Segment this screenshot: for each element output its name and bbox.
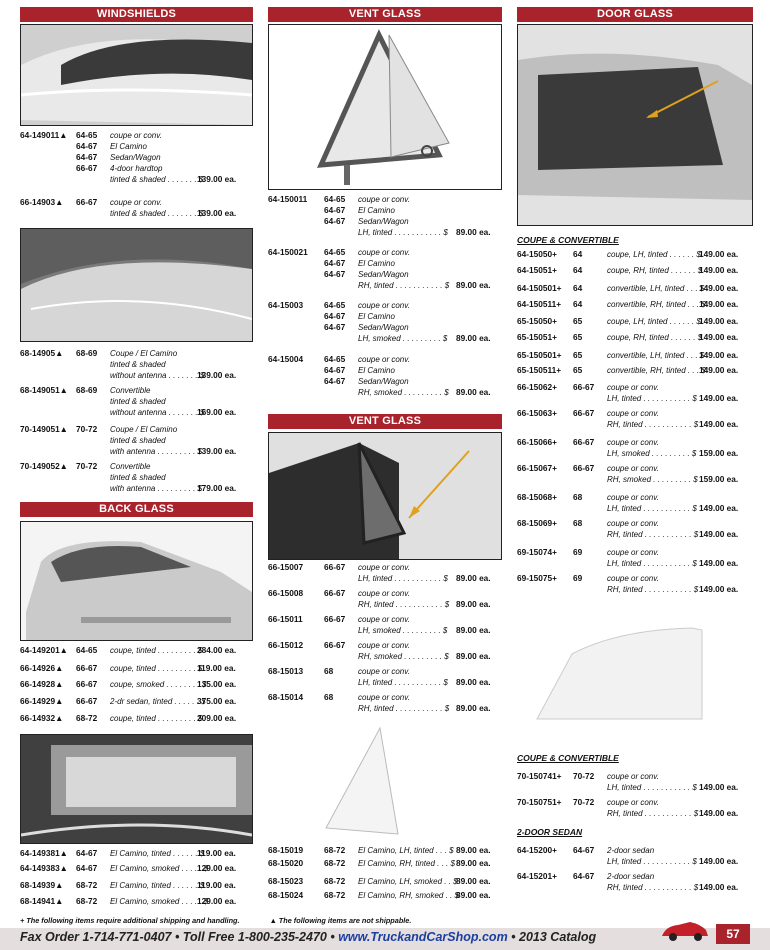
part-description: 2-door sedan	[607, 872, 655, 881]
door-glass-subhead-1: COUPE & CONVERTIBLE	[517, 235, 619, 245]
part-price: 89.00 ea.	[456, 599, 491, 609]
part-description: coupe, tinted . . . . . . . . . $	[110, 664, 203, 673]
part-price: 149.00 ea.	[699, 503, 739, 513]
part-description: coupe or conv.	[110, 131, 162, 140]
part-years: 64-67	[76, 152, 98, 162]
part-years: 68-72	[324, 845, 346, 855]
part-description: El Camino	[110, 142, 147, 151]
part-price: 375.00 ea.	[197, 696, 237, 706]
part-price: 89.00 ea.	[456, 890, 491, 900]
part-years: 65	[573, 316, 583, 326]
part-description: 2-door sedan	[607, 846, 655, 855]
part-price: 149.00 ea.	[699, 882, 739, 892]
part-description: LH, tinted . . . . . . . . . . . $	[607, 783, 697, 792]
part-price: 159.00 ea.	[699, 448, 739, 458]
part-description: coupe, RH, tinted . . . . . . $	[607, 333, 703, 342]
part-description: coupe or conv.	[358, 589, 410, 598]
part-years: 66-67	[76, 163, 98, 173]
part-number: 64-150501+	[517, 283, 562, 293]
part-price: 89.00 ea.	[456, 625, 491, 635]
part-description: without antenna . . . . . . . $	[110, 408, 205, 417]
part-number: 65-15050+	[517, 316, 557, 326]
part-description: LH, tinted . . . . . . . . . . . $	[358, 678, 448, 687]
part-years: 64-67	[324, 216, 346, 226]
part-number: 68-15069+	[517, 518, 557, 528]
part-description: convertible, RH, tinted . . . $	[607, 366, 706, 375]
part-description: RH, tinted . . . . . . . . . . . $	[607, 585, 699, 594]
part-years: 64-67	[573, 845, 595, 855]
part-description: without antenna . . . . . . . $	[110, 371, 205, 380]
part-price: 89.00 ea.	[456, 876, 491, 886]
part-years: 68	[573, 492, 583, 502]
back-glass-photo-1	[20, 521, 253, 641]
part-description: Sedan/Wagon	[358, 217, 409, 226]
part-description: LH, tinted . . . . . . . . . . . $	[607, 504, 697, 513]
footer-website-link[interactable]: www.TruckandCarShop.com	[338, 930, 508, 944]
part-years: 64-65	[324, 247, 346, 257]
part-description: coupe or conv.	[607, 798, 659, 807]
part-years: 68-72	[324, 858, 346, 868]
part-description: El Camino, RH, tinted . . . $	[358, 859, 455, 868]
part-price: 149.00 ea.	[699, 529, 739, 539]
part-description: coupe or conv.	[607, 519, 659, 528]
part-description: LH, smoked . . . . . . . . . $	[358, 626, 448, 635]
part-number: 64-150021	[268, 247, 308, 257]
part-years: 66-67	[573, 382, 595, 392]
part-description: RH, tinted . . . . . . . . . . . $	[358, 704, 450, 713]
part-description: RH, tinted . . . . . . . . . . . $	[607, 530, 699, 539]
part-years: 64-67	[324, 205, 346, 215]
part-years: 64	[573, 283, 583, 293]
part-description: LH, tinted . . . . . . . . . . . $	[607, 857, 697, 866]
vent-glass-photo-3	[268, 724, 500, 842]
part-price: 159.00 ea.	[699, 474, 739, 484]
windshield-photo-1	[20, 24, 253, 126]
part-number: 66-14932▲	[20, 713, 64, 723]
part-years: 64-67	[76, 848, 98, 858]
part-number: 66-15007	[268, 562, 304, 572]
part-price: 89.00 ea.	[456, 227, 491, 237]
door-glass-subhead-3: 2-DOOR SEDAN	[517, 827, 583, 837]
part-description: coupe, LH, tinted . . . . . . $	[607, 317, 701, 326]
part-price: 89.00 ea.	[456, 387, 491, 397]
part-price: 149.00 ea.	[699, 419, 739, 429]
part-years: 70-72	[76, 461, 98, 471]
part-number: 64-149383▲	[20, 863, 68, 873]
door-glass-photo-1	[517, 24, 753, 226]
door-glass-photo-2	[517, 624, 751, 734]
part-description: tinted & shaded	[110, 397, 166, 406]
part-price: 149.00 ea.	[699, 332, 739, 342]
part-number: 69-15074+	[517, 547, 557, 557]
part-description: coupe, smoked . . . . . . . . $	[110, 680, 207, 689]
part-price: 89.00 ea.	[456, 703, 491, 713]
part-price: 149.00 ea.	[699, 283, 739, 293]
part-number: 64-15201+	[517, 871, 557, 881]
car-logo-icon	[660, 916, 710, 944]
part-years: 68	[573, 518, 583, 528]
part-price: 129.00 ea.	[197, 863, 237, 873]
part-description: coupe or conv.	[607, 409, 659, 418]
part-description: RH, tinted . . . . . . . . . . . $	[358, 600, 450, 609]
part-years: 66-67	[573, 463, 595, 473]
part-number: 68-15014	[268, 692, 304, 702]
part-description: coupe or conv.	[607, 493, 659, 502]
part-years: 64-67	[324, 322, 346, 332]
part-price: 149.00 ea.	[699, 249, 739, 259]
part-price: 149.00 ea.	[699, 558, 739, 568]
part-years: 68-72	[76, 713, 98, 723]
part-years: 64-65	[76, 130, 98, 140]
part-price: 149.00 ea.	[699, 393, 739, 403]
part-description: Sedan/Wagon	[358, 270, 409, 279]
part-years: 64-65	[324, 194, 346, 204]
part-description: coupe, RH, tinted . . . . . . $	[607, 266, 703, 275]
page-number: 57	[716, 924, 750, 944]
part-years: 66-67	[76, 696, 98, 706]
part-number: 66-15011	[268, 614, 303, 624]
part-years: 69	[573, 573, 583, 583]
part-description: tinted & shaded	[110, 436, 166, 445]
part-description: RH, tinted . . . . . . . . . . . $	[607, 883, 699, 892]
part-description: coupe or conv.	[358, 248, 410, 257]
door-glass-header: DOOR GLASS	[517, 7, 753, 22]
part-price: 135.00 ea.	[197, 679, 237, 689]
part-number: 66-15066+	[517, 437, 557, 447]
part-years: 68-69	[76, 348, 98, 358]
part-number: 66-14929▲	[20, 696, 64, 706]
footer-catalog: • 2013 Catalog	[507, 930, 597, 944]
back-glass-header: BACK GLASS	[20, 502, 253, 517]
part-price: 119.00 ea.	[197, 848, 236, 858]
part-years: 64-65	[76, 645, 98, 655]
part-description: El Camino, smoked . . . . . $	[110, 897, 209, 906]
footer-note-shipping: + The following items require additional shipping and handling.	[20, 916, 240, 925]
part-description: tinted & shaded	[110, 473, 166, 482]
part-description: El Camino, tinted . . . . . . $	[110, 849, 205, 858]
part-number: 64-15003	[268, 300, 304, 310]
part-number: 64-150011	[268, 194, 308, 204]
part-description: coupe or conv.	[358, 355, 410, 364]
vent-glass-photo-1	[268, 24, 502, 190]
footer-contact	[20, 930, 596, 944]
part-number: 68-15020	[268, 858, 304, 868]
part-number: 68-15068+	[517, 492, 557, 502]
part-description: coupe or conv.	[358, 195, 410, 204]
part-description: coupe or conv.	[607, 548, 659, 557]
part-description: coupe or conv.	[607, 772, 659, 781]
part-price: 149.00 ea.	[699, 299, 739, 309]
part-number: 68-15013	[268, 666, 304, 676]
part-description: coupe or conv.	[607, 574, 659, 583]
part-number: 66-15008	[268, 588, 304, 598]
part-price: 119.00 ea.	[197, 880, 236, 890]
part-number: 68-149051▲	[20, 385, 68, 395]
part-number: 68-14939▲	[20, 880, 64, 890]
part-years: 64	[573, 249, 583, 259]
part-description: 2-dr sedan, tinted . . . . . . $	[110, 697, 206, 706]
part-price: 149.00 ea.	[699, 584, 739, 594]
part-years: 64-67	[573, 871, 595, 881]
part-description: coupe, tinted . . . . . . . . . $	[110, 646, 203, 655]
part-number: 65-150501+	[517, 350, 562, 360]
part-years: 65	[573, 350, 583, 360]
part-description: coupe, tinted . . . . . . . . . $	[110, 714, 203, 723]
part-price: 149.00 ea.	[699, 365, 739, 375]
part-years: 64-65	[324, 300, 346, 310]
part-number: 70-150741+	[517, 771, 562, 781]
part-price: 149.00 ea.	[699, 782, 739, 792]
part-years: 66-67	[324, 614, 346, 624]
part-description: Sedan/Wagon	[358, 377, 409, 386]
part-description: coupe or conv.	[358, 667, 410, 676]
part-description: LH, tinted . . . . . . . . . . . $	[607, 559, 697, 568]
part-description: coupe or conv.	[607, 383, 659, 392]
part-price: 89.00 ea.	[456, 573, 491, 583]
part-description: coupe or conv.	[358, 301, 410, 310]
part-number: 69-15075+	[517, 573, 557, 583]
part-price: 169.00 ea.	[197, 407, 237, 417]
part-number: 64-149011▲	[20, 130, 68, 140]
part-description: 4-door hardtop	[110, 164, 163, 173]
part-description: El Camino, RH, smoked . . $	[358, 891, 459, 900]
part-years: 68-72	[76, 880, 98, 890]
part-description: El Camino, tinted . . . . . . $	[110, 881, 205, 890]
part-years: 64	[573, 299, 583, 309]
part-years: 64-67	[324, 376, 346, 386]
part-description: El Camino	[358, 312, 395, 321]
part-price: 139.00 ea.	[197, 208, 237, 218]
footer-phone-numbers: Fax Order 1-714-771-0407 • Toll Free 1-800-235-2470 •	[20, 930, 339, 944]
part-years: 68	[324, 692, 334, 702]
part-description: El Camino, LH, tinted . . . $	[358, 846, 454, 855]
part-number: 65-150511+	[517, 365, 562, 375]
vent-glass-header: VENT GLASS	[268, 7, 502, 22]
part-years: 66-67	[76, 663, 98, 673]
part-price: 209.00 ea.	[197, 713, 237, 723]
part-description: RH, smoked . . . . . . . . . $	[358, 652, 449, 661]
part-description: LH, tinted . . . . . . . . . . . $	[358, 574, 448, 583]
part-number: 64-15050+	[517, 249, 557, 259]
part-years: 64-65	[324, 354, 346, 364]
part-years: 66-67	[573, 408, 595, 418]
part-number: 66-15067+	[517, 463, 557, 473]
part-description: LH, tinted . . . . . . . . . . . $	[358, 228, 448, 237]
part-description: convertible, RH, tinted . . . $	[607, 300, 706, 309]
part-years: 66-67	[324, 562, 346, 572]
part-description: with antenna . . . . . . . . . $	[110, 484, 203, 493]
part-description: RH, tinted . . . . . . . . . . . $	[607, 420, 699, 429]
part-description: LH, tinted . . . . . . . . . . . $	[607, 394, 697, 403]
part-years: 68	[324, 666, 334, 676]
part-years: 68-72	[324, 890, 346, 900]
part-description: convertible, LH, tinted . . . $	[607, 351, 705, 360]
part-years: 70-72	[76, 424, 98, 434]
part-description: RH, tinted . . . . . . . . . . . $	[358, 281, 450, 290]
part-description: tinted & shaded . . . . . . . $	[110, 209, 204, 218]
part-price: 89.00 ea.	[456, 280, 491, 290]
part-price: 89.00 ea.	[456, 845, 491, 855]
part-description: Convertible	[110, 386, 151, 395]
vent-glass-photo-2	[268, 432, 502, 560]
footer-note-not-shippable: ▲ The following items are not shippable.	[269, 916, 412, 925]
part-price: 149.00 ea.	[699, 316, 739, 326]
part-description: coupe or conv.	[607, 464, 659, 473]
part-description: tinted & shaded	[110, 360, 166, 369]
part-description: El Camino	[358, 366, 395, 375]
part-number: 64-15004	[268, 354, 304, 364]
part-description: Convertible	[110, 462, 151, 471]
windshield-photo-2	[20, 228, 253, 342]
part-number: 66-14903▲	[20, 197, 64, 207]
part-description: Coupe / El Camino	[110, 425, 178, 434]
part-number: 66-15062+	[517, 382, 557, 392]
part-years: 66-67	[76, 679, 98, 689]
windshields-header: WINDSHIELDS	[20, 7, 253, 22]
part-number: 66-14926▲	[20, 663, 64, 673]
part-years: 69	[573, 547, 583, 557]
part-number: 64-15051+	[517, 265, 557, 275]
part-price: 89.00 ea.	[456, 858, 491, 868]
part-number: 70-149051▲	[20, 424, 68, 434]
part-description: El Camino	[358, 206, 395, 215]
part-number: 64-15200+	[517, 845, 557, 855]
part-price: 149.00 ea.	[699, 350, 739, 360]
part-number: 68-14905▲	[20, 348, 64, 358]
part-years: 66-67	[76, 197, 98, 207]
part-price: 89.00 ea.	[456, 677, 491, 687]
door-glass-subhead-2: COUPE & CONVERTIBLE	[517, 753, 619, 763]
part-description: Sedan/Wagon	[110, 153, 161, 162]
part-description: coupe or conv.	[358, 615, 410, 624]
part-price: 149.00 ea.	[699, 856, 739, 866]
part-years: 64-67	[76, 863, 98, 873]
part-number: 66-14928▲	[20, 679, 64, 689]
part-description: coupe or conv.	[358, 641, 410, 650]
part-description: coupe, LH, tinted . . . . . . $	[607, 250, 701, 259]
footer-notes	[20, 916, 411, 925]
part-price: 139.00 ea.	[197, 174, 237, 184]
part-price: 89.00 ea.	[456, 651, 491, 661]
part-price: 129.00 ea.	[197, 896, 237, 906]
part-description: coupe or conv.	[358, 693, 410, 702]
back-glass-photo-2	[20, 734, 253, 844]
part-number: 68-15024	[268, 890, 304, 900]
part-description: El Camino, LH, smoked . . $	[358, 877, 458, 886]
part-description: LH, smoked . . . . . . . . . $	[358, 334, 448, 343]
part-years: 64	[573, 265, 583, 275]
part-number: 68-15023	[268, 876, 304, 886]
part-number: 64-150511+	[517, 299, 562, 309]
part-description: coupe or conv.	[110, 198, 162, 207]
part-description: coupe or conv.	[358, 563, 410, 572]
part-number: 66-15012	[268, 640, 304, 650]
part-number: 66-15063+	[517, 408, 557, 418]
part-years: 64-67	[324, 269, 346, 279]
part-description: tinted & shaded . . . . . . . $	[110, 175, 204, 184]
part-number: 70-150751+	[517, 797, 562, 807]
part-number: 64-149381▲	[20, 848, 68, 858]
part-price: 89.00 ea.	[456, 333, 491, 343]
part-number: 70-149052▲	[20, 461, 68, 471]
part-price: 139.00 ea.	[197, 446, 237, 456]
part-description: RH, smoked . . . . . . . . . $	[607, 475, 698, 484]
part-description: El Camino	[358, 259, 395, 268]
part-years: 64-67	[324, 311, 346, 321]
part-years: 65	[573, 365, 583, 375]
part-years: 66-67	[324, 588, 346, 598]
part-description: RH, smoked . . . . . . . . . $	[358, 388, 449, 397]
part-years: 70-72	[573, 771, 595, 781]
part-description: with antenna . . . . . . . . . $	[110, 447, 203, 456]
vent-glass-header-2: VENT GLASS	[268, 414, 502, 429]
part-description: RH, tinted . . . . . . . . . . . $	[607, 809, 699, 818]
part-years: 68-72	[76, 896, 98, 906]
part-number: 68-14941▲	[20, 896, 64, 906]
part-description: Coupe / El Camino	[110, 349, 178, 358]
part-years: 70-72	[573, 797, 595, 807]
part-description: coupe or conv.	[607, 438, 659, 447]
part-years: 68-69	[76, 385, 98, 395]
part-years: 68-72	[324, 876, 346, 886]
part-number: 64-149201▲	[20, 645, 68, 655]
part-years: 64-67	[76, 141, 98, 151]
part-price: 284.00 ea.	[197, 645, 237, 655]
part-description: convertible, LH, tinted . . . $	[607, 284, 705, 293]
part-price: 119.00 ea.	[197, 663, 236, 673]
part-years: 66-67	[573, 437, 595, 447]
part-price: 149.00 ea.	[699, 808, 739, 818]
part-years: 65	[573, 332, 583, 342]
part-years: 66-67	[324, 640, 346, 650]
part-price: 139.00 ea.	[197, 370, 237, 380]
part-price: 149.00 ea.	[699, 265, 739, 275]
part-years: 64-67	[324, 258, 346, 268]
part-description: Sedan/Wagon	[358, 323, 409, 332]
part-description: LH, smoked . . . . . . . . . $	[607, 449, 697, 458]
part-number: 65-15051+	[517, 332, 557, 342]
part-years: 64-67	[324, 365, 346, 375]
part-description: El Camino, smoked . . . . . $	[110, 864, 209, 873]
part-price: 179.00 ea.	[197, 483, 237, 493]
part-number: 68-15019	[268, 845, 304, 855]
